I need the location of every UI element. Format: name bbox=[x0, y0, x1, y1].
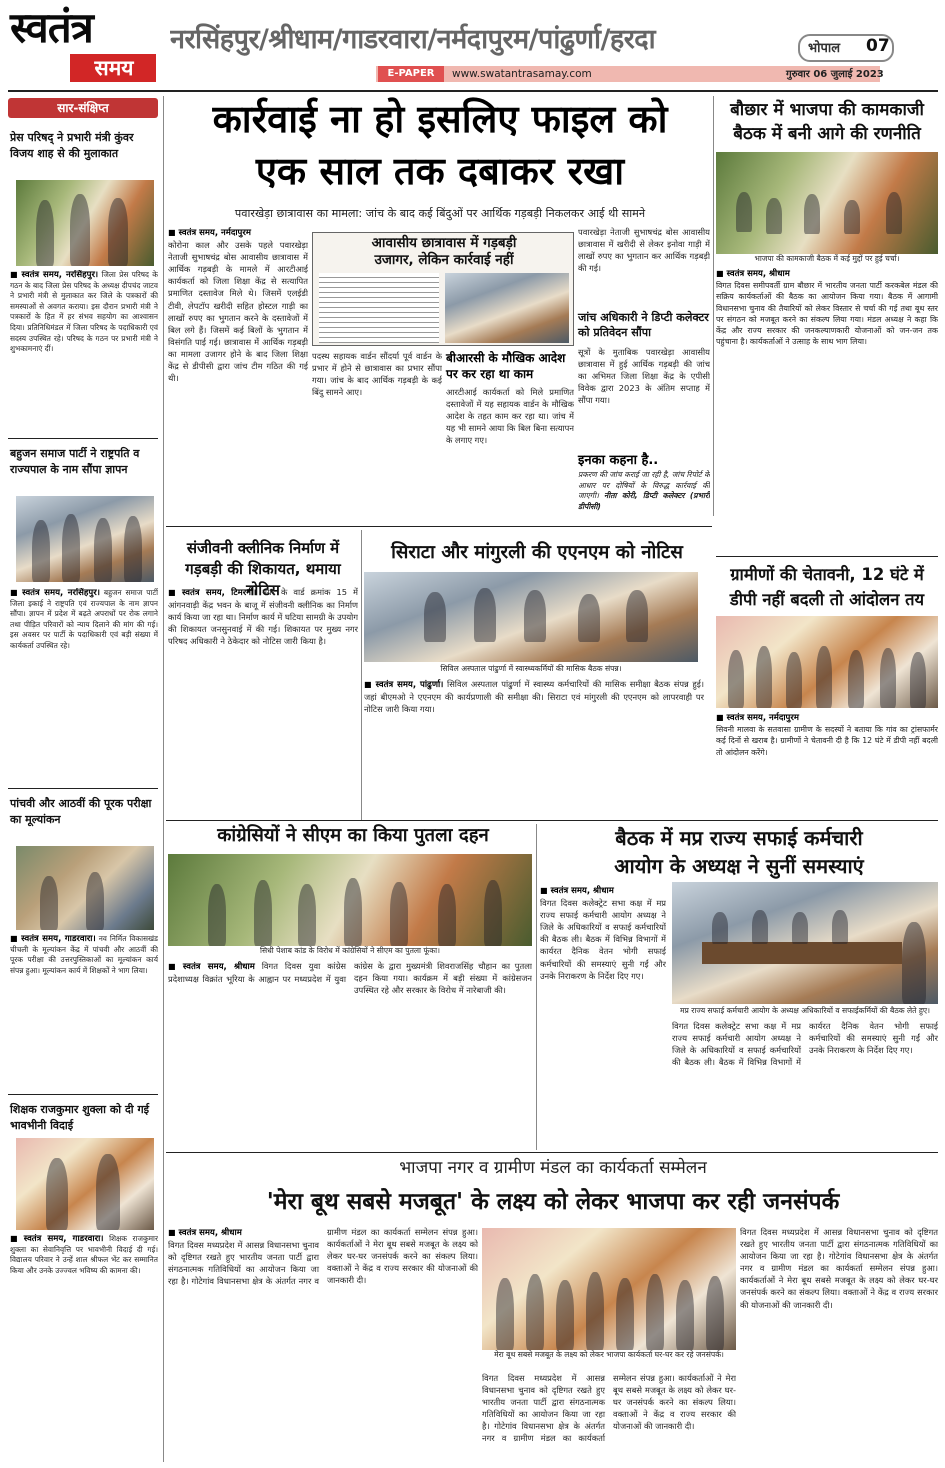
bjp-photo bbox=[482, 1228, 736, 1350]
rt-caption: भाजपा की कामकाजी बैठक में कई मुद्दों पर हुई चर्चा। bbox=[754, 254, 900, 263]
s3-title: पांचवी और आठवीं की पूरक परीक्षा का मूल्यांकन bbox=[10, 797, 152, 826]
safai-title-1: बैठक में मप्र राज्य सफाई कर्मचारी bbox=[615, 826, 863, 850]
logo-top: स्वतंत्र bbox=[10, 3, 93, 52]
sidebar-rule bbox=[163, 96, 164, 1462]
main-right-body-2: सूत्रों के मुताबिक पवारखेड़ा आवासीय छात्रावास में हुई आर्थिक गड़बड़ी की जांच का अभिमत जिला शिक्षा केंद्र के एपीसी विवेक द्वारा 2023 के अंतिम सप्ताह में सौंपा गया। bbox=[578, 347, 710, 406]
inset-title-1: आवासीय छात्रावास में गड़बड़ी bbox=[371, 235, 517, 251]
safai-photo bbox=[672, 882, 938, 1004]
sirata-caption: सिविल अस्पताल पांढुर्णा में स्वास्थ्यकर्मियों की मासिक बैठक संपन्न। bbox=[440, 664, 622, 673]
bjp-body-2: विगत दिवस मध्यप्रदेश में आसन्न विधानसभा चुनाव को दृष्टिगत रखते हुए भारतीय जनता पार्टी द्वारा संगठनात्मक गतिविधियों का आयोजन किया जा रहा है। गोटेगांव विधानसभा क्षेत्र के अंतर्गत नगर व ग्रामीण मंडल का कार्यकर्ता सम्मेलन संपन्न हुआ। कार्यकर्ताओं ने मेरा बूथ सबसे मजबूत के लक्ष्य को लेकर घर-घर जनसंपर्क करने का संकल्प लिया। वक्ताओं ने केंद्र व राज्य सरकार की योजनाओं की जानकारी दी। bbox=[482, 1373, 736, 1444]
quote-body: प्रकरण की जांच कराई जा रही है, जांच रिपोर्ट के आधार पर दोषियों के विरुद्ध कार्रवाई की जाएगी। नीता कोरी, डिप्टी कलेक्टर (प्रभारी डीपीसी) bbox=[578, 470, 710, 511]
sirata-body: ■ स्वतंत्र समय, पांढुर्णा। सिविल अस्पताल पांढुर्णा में स्वास्थ्य कर्मचारियों की मासिक समीक्षा बैठक संपन्न हुई। जहां बीएमओ ने एएनएम की कार्यप्रणाली की समीक्षा की। सिराटा एवं मांगुरली की एएनएम को लापरवाही पर नोटिस जारी किया गया। bbox=[364, 678, 704, 814]
safai-body-1: ■ स्वतंत्र समय, श्रीधाम विगत दिवस कलेक्ट्रेट सभा कक्ष में मप्र राज्य सफाई कर्मचारी आयोग अध्यक्ष ने जिले के अधिकारियों व सफाई कर्मचारियों की बैठक ली। बैठक में विभिन्न विभागों में कार्यरत दैनिक वेतन भोगी सफाई कर्मचारियों की समस्याएं सुनी गईं और उनके निराकरण के निर्देश दिए गए। bbox=[540, 884, 666, 1154]
sidebar-divider-1 bbox=[8, 438, 158, 439]
rt-divider bbox=[716, 556, 938, 557]
congress-title: कांग्रेसियों ने सीएम का किया पुतला दहन bbox=[217, 825, 489, 846]
inset-clipping bbox=[312, 232, 574, 346]
band2-rule bbox=[166, 526, 712, 527]
lead-right-rule bbox=[713, 96, 714, 516]
congress-rule bbox=[536, 824, 537, 1150]
s2-body: ■ स्वतंत्र समय, नरसिंहपुर। बहुजन समाज पार्टी जिला इकाई ने राष्ट्रपति एवं राज्यपाल के नाम ज्ञापन सौंपा। ज्ञापन में प्रदेश में बढ़ते अपराधों पर रोक लगाने तथा पीड़ित परिवारों को न्याय दिलाने की मांग की गई। इस अवसर पर पार्टी के पदाधिकारी एवं बड़ी संख्या में कार्यकर्ता उपस्थित रहे। bbox=[10, 588, 158, 788]
s4-title: शिक्षक राजकुमार शुक्ला को दी गई भावभीनी विदाई bbox=[10, 1103, 150, 1132]
sanjeevani-body: ■ स्वतंत्र समय, टिमरनी। नगर के वार्ड क्रमांक 15 में आंगनवाड़ी केंद्र भवन के बाजू में संजीवनी क्लीनिक का निर्माण कार्य किया जा रहा था। निर्माण कार्य में घटिया सामग्री के उपयोग की शिकायत जनसुनवाई में की गई। शिकायत पर मुख्य नगर परिषद अधिकारी ने ठेकेदार को नोटिस जारी किया है। bbox=[168, 586, 358, 814]
main-headline-1: कार्रवाई ना हो इसलिए फाइल को bbox=[212, 97, 668, 141]
inset-title-2: उजागर, लेकिन कार्रवाई नहीं bbox=[374, 252, 514, 268]
main-subhead: पवारखेड़ा छात्रावास का मामला: जांच के बाद कई बिंदुओं पर आर्थिक गड़बड़ी निकलकर आई थी सामने bbox=[234, 207, 646, 220]
bro-head: बीआरसी के मौखिक आदेश पर कर रहा था काम bbox=[446, 351, 566, 381]
villagers-photo bbox=[716, 616, 938, 708]
logo-bottom: समय bbox=[94, 56, 134, 80]
masthead-rule bbox=[8, 90, 938, 92]
s2-title: बहुजन समाज पार्टी ने राष्ट्रपति व राज्यपाल के नाम सौंपा ज्ञापन bbox=[10, 447, 140, 476]
s3-photo bbox=[16, 846, 154, 930]
bjp-kicker: भाजपा नगर व ग्रामीण मंडल का कार्यकर्ता सम्मेलन bbox=[399, 1158, 707, 1178]
sidebar-label: सार-संक्षिप्त bbox=[8, 98, 158, 118]
s2-photo bbox=[16, 496, 154, 582]
rt-title: बौछार में भाजपा की कामकाजी बैठक में बनी आगे की रणनीति bbox=[730, 100, 924, 144]
page-number: 07 bbox=[866, 36, 890, 56]
band3-rule bbox=[166, 820, 938, 821]
rt-body: ■ स्वतंत्र समय, श्रीधाम विगत दिवस समीपवर्ती ग्राम बौछार में भारतीय जनता पार्टी करकबेल मंडल की सक्रिय कार्यकर्ताओं की बैठक का आयोजन किया गया। बैठक में आगामी विधानसभा चुनाव की तैयारियों को लेकर विस्तार से चर्चा की गई तथा बूथ स्तर पर संगठन को मजबूत करने का संकल्प लिया गया। मंडल अध्यक्ष ने कहा कि केंद्र और राज्य सरकार की जनकल्याणकारी योजनाओं को जन-जन तक पहुंचाना है। कार्यकर्ताओं ने उत्साह के साथ भाग लिया। bbox=[716, 268, 938, 556]
sanjeevani-title: संजीवनी क्लीनिक निर्माण में गड़बड़ी की शिकायत, थमाया नोटिस bbox=[185, 539, 341, 599]
site-url[interactable]: www.swatantrasamay.com bbox=[452, 68, 592, 80]
main-mid-body: पदस्थ सहायक वार्डन सौंदर्या पूर्व वार्डन के प्रभार में होने से छात्रावास का प्रभार सौंपा गया। जांच के बाद आर्थिक गड़बड़ी के कई बिंदु सामने आए। bbox=[312, 351, 442, 398]
sirata-title: सिराटा और मांगुरली की एएनएम को नोटिस bbox=[391, 542, 683, 563]
congress-caption: सिधी पेशाब कांड के विरोध में कांग्रेसियों ने सीएम का पुतला फूंका। bbox=[260, 946, 440, 955]
sanjeevani-rule bbox=[361, 530, 362, 820]
s1-title: प्रेस परिषद् ने प्रभारी मंत्री कुंवर विजय शाह से की मुलाकात bbox=[10, 131, 134, 160]
inset-text-lines bbox=[319, 273, 439, 343]
bjp-title: 'मेरा बूथ सबसे मजबूत' के लक्ष्य को लेकर भाजपा कर रही जनसंपर्क bbox=[266, 1189, 840, 1215]
quote-head: इनका कहना है.. bbox=[578, 453, 659, 468]
s4-photo bbox=[16, 1138, 154, 1230]
bjp-body-3: विगत दिवस मध्यप्रदेश में आसन्न विधानसभा चुनाव को दृष्टिगत रखते हुए भारतीय जनता पार्टी द्वारा संगठनात्मक गतिविधियों का आयोजन किया जा रहा है। गोटेगांव विधानसभा क्षेत्र के अंतर्गत नगर व ग्रामीण मंडल का कार्यकर्ता सम्मेलन संपन्न हुआ। कार्यकर्ताओं ने मेरा बूथ सबसे मजबूत के लक्ष्य को लेकर घर-घर जनसंपर्क करने का संकल्प लिया। वक्ताओं ने केंद्र व राज्य सरकार की योजनाओं की जानकारी दी। bbox=[740, 1227, 938, 1310]
bjp-body-1: ■ स्वतंत्र समय, श्रीधाम विगत दिवस मध्यप्रदेश में आसन्न विधानसभा चुनाव को दृष्टिगत रखते हुए भारतीय जनता पार्टी द्वारा संगठनात्मक गतिविधियों का आयोजन किया जा रहा है। गोटेगांव विधानसभा क्षेत्र के अंतर्गत नगर व ग्रामीण मंडल का कार्यकर्ता सम्मेलन संपन्न हुआ। कार्यकर्ताओं ने मेरा बूथ सबसे मजबूत के लक्ष्य को लेकर घर-घर जनसंपर्क करने का संकल्प लिया। वक्ताओं ने केंद्र व राज्य सरकार की योजनाओं की जानकारी दी। bbox=[168, 1226, 478, 1462]
safai-body-2: विगत दिवस कलेक्ट्रेट सभा कक्ष में मप्र राज्य सफाई कर्मचारी आयोग अध्यक्ष ने जिले के अधिकारियों व सफाई कर्मचारियों की बैठक ली। बैठक में विभिन्न विभागों में कार्यरत दैनिक वेतन भोगी सफाई कर्मचारियों की समस्याएं सुनी गईं और उनके निराकरण के निर्देश दिए गए। bbox=[672, 1021, 938, 1068]
main-headline-2: एक साल तक दबाकर रखा bbox=[255, 149, 625, 193]
sidebar-divider-3 bbox=[8, 1094, 158, 1095]
s3-body: ■ स्वतंत्र समय, गाडरवारा। नव निर्मित विकासखंड चीचली के मूल्यांकन केंद्र में पांचवी और आठवीं की पूरक परीक्षा की उत्तरपुस्तिकाओं का मूल्यांकन कार्य संपन्न हुआ। मूल्यांकन कार्य में शिक्षकों ने भाग लिया। bbox=[10, 934, 158, 1094]
main-col1: ■ स्वतंत्र समय, नर्मदापुरम कोरोना काल और उसके पहले पवारखेड़ा नेताजी सुभाषचंद्र बोस आवासीय छात्रावास में आर्थिक गड़बड़ी के मामले में आरटीआई कार्यकर्ता को जिला शिक्षा केंद्र से सत्यापित प्रमाणित दस्तावेज मिले थे। जिसमें एलईडी टीवी, लेपटॉप खरीदी सहित होस्टल गाड़ी का लाखों रुपए का भुगतान करने के दस्तावेजों में बिल लगे हैं। जिसमें कई बिलों के भुगतान में विसंगति पाई गई। छात्रावास में आर्थिक गड़बड़ी का मामला उजागर होने के बाद जिला शिक्षा केंद्र से डीपीसी द्वारा जांच टीम गठित की गई थी। bbox=[168, 226, 308, 522]
sub2-head: जांच अधिकारी ने डिप्टी कलेक्टर को प्रतिवेदन सौंपा bbox=[578, 311, 709, 339]
safai-title-2: आयोग के अध्यक्ष ने सुनीं समस्याएं bbox=[614, 854, 864, 878]
s4-body: ■ स्वतंत्र समय, गाडरवारा। शिक्षक राजकुमार शुक्ला का सेवानिवृत्ति पर भावभीनी विदाई दी गई। विद्यालय परिवार ने उन्हें शाल श्रीफल भेंट कर सम्मानित किया और उनके उज्ज्वल भविष्य की कामना की। bbox=[10, 1234, 158, 1456]
masthead bbox=[0, 0, 945, 92]
rt-photo bbox=[716, 152, 938, 254]
sidebar-divider-2 bbox=[8, 788, 158, 789]
bro-body: आरटीआई कार्यकर्ता को मिले प्रमाणित दस्तावेजों में यह सहायक वार्डन के मौखिक आदेश के तहत काम कर रहा था। जांच में यह भी सामने आया कि बिल बिना सत्यापन के लगाए गए। bbox=[446, 387, 574, 446]
villagers-title: ग्रामीणों की चेतावनी, 12 घंटे में डीपी नहीं बदली तो आंदोलन तय bbox=[729, 565, 925, 609]
issue-date: गुरुवार 06 जुलाई 2023 bbox=[786, 69, 884, 80]
villagers-body: ■ स्वतंत्र समय, नर्मदापुरम सिवनी मालवा के सतवासा ग्रामीण के सदस्यों ने बताया कि गांव का ट्रांसफार्मर कई दिनों से खराब है। ग्रामीणों ने चेतावनी दी है कि 12 घंटे में डीपी नहीं बदली तो आंदोलन करेंगे। bbox=[716, 712, 938, 756]
epaper-label: E-PAPER bbox=[378, 66, 444, 82]
sidebar bbox=[8, 96, 160, 1462]
s1-photo bbox=[16, 180, 154, 266]
congress-body: ■ स्वतंत्र समय, श्रीधाम विगत दिवस युवा कांग्रेस प्रदेशाध्यक्ष विक्रांत भूरिया के आह्वान पर मध्यप्रदेश में युवा कांग्रेस के द्वारा मुख्यमंत्री शिवराजसिंह चौहान का पुतला दहन किया गया। कार्यक्रम में बड़ी संख्या में कांग्रेसजन उपस्थित रहे और सरकार के विरोध में नारेबाजी की। bbox=[168, 960, 532, 1150]
congress-photo bbox=[168, 854, 532, 946]
band4-rule bbox=[166, 1152, 938, 1153]
inset-photo bbox=[445, 273, 569, 343]
sirata-photo bbox=[364, 572, 698, 662]
edition-name: भोपाल bbox=[808, 41, 841, 56]
bjp-caption: मेरा बूथ सबसे मजबूत के लक्ष्य को लेकर भाजपा कार्यकर्ता घर-घर कर रहे जनसंपर्क। bbox=[494, 1350, 724, 1359]
main-right-body: पवारखेड़ा नेताजी सुभाषचंद्र बोस आवासीय छात्रावास में खरीदी से लेकर इनोवा गाड़ी में लाखों रुपए का भुगतान कर आर्थिक गड़बड़ी की गई। bbox=[578, 227, 710, 274]
cities-line: नरसिंहपुर/श्रीधाम/गाडरवारा/नर्मदापुरम/पांढुर्णा/हरदा bbox=[170, 24, 656, 55]
s1-body: ■ स्वतंत्र समय, नरसिंहपुर। जिला प्रेस परिषद के गठन के बाद जिला प्रेस परिषद के अध्यक्ष दीपचंद जाटव ने प्रभारी मंत्री से मुलाकात कर जिले के पत्रकारों की समस्याओं से अवगत कराया। इस दौरान प्रभारी मंत्री ने पत्रकारों के हित में हर संभव सहयोग का आश्वासन दिया। प्रतिनिधिमंडल में जिला परिषद के पदाधिकारी एवं सदस्य उपस्थित रहे। परिषद के गठन पर प्रभारी मंत्री ने शुभकामनाएं दीं। bbox=[10, 270, 158, 500]
safai-caption: मप्र राज्य सफाई कर्मचारी आयोग के अध्यक्ष अधिकारियों व सफाईकर्मियों की बैठक लेते हुए। bbox=[680, 1006, 930, 1015]
